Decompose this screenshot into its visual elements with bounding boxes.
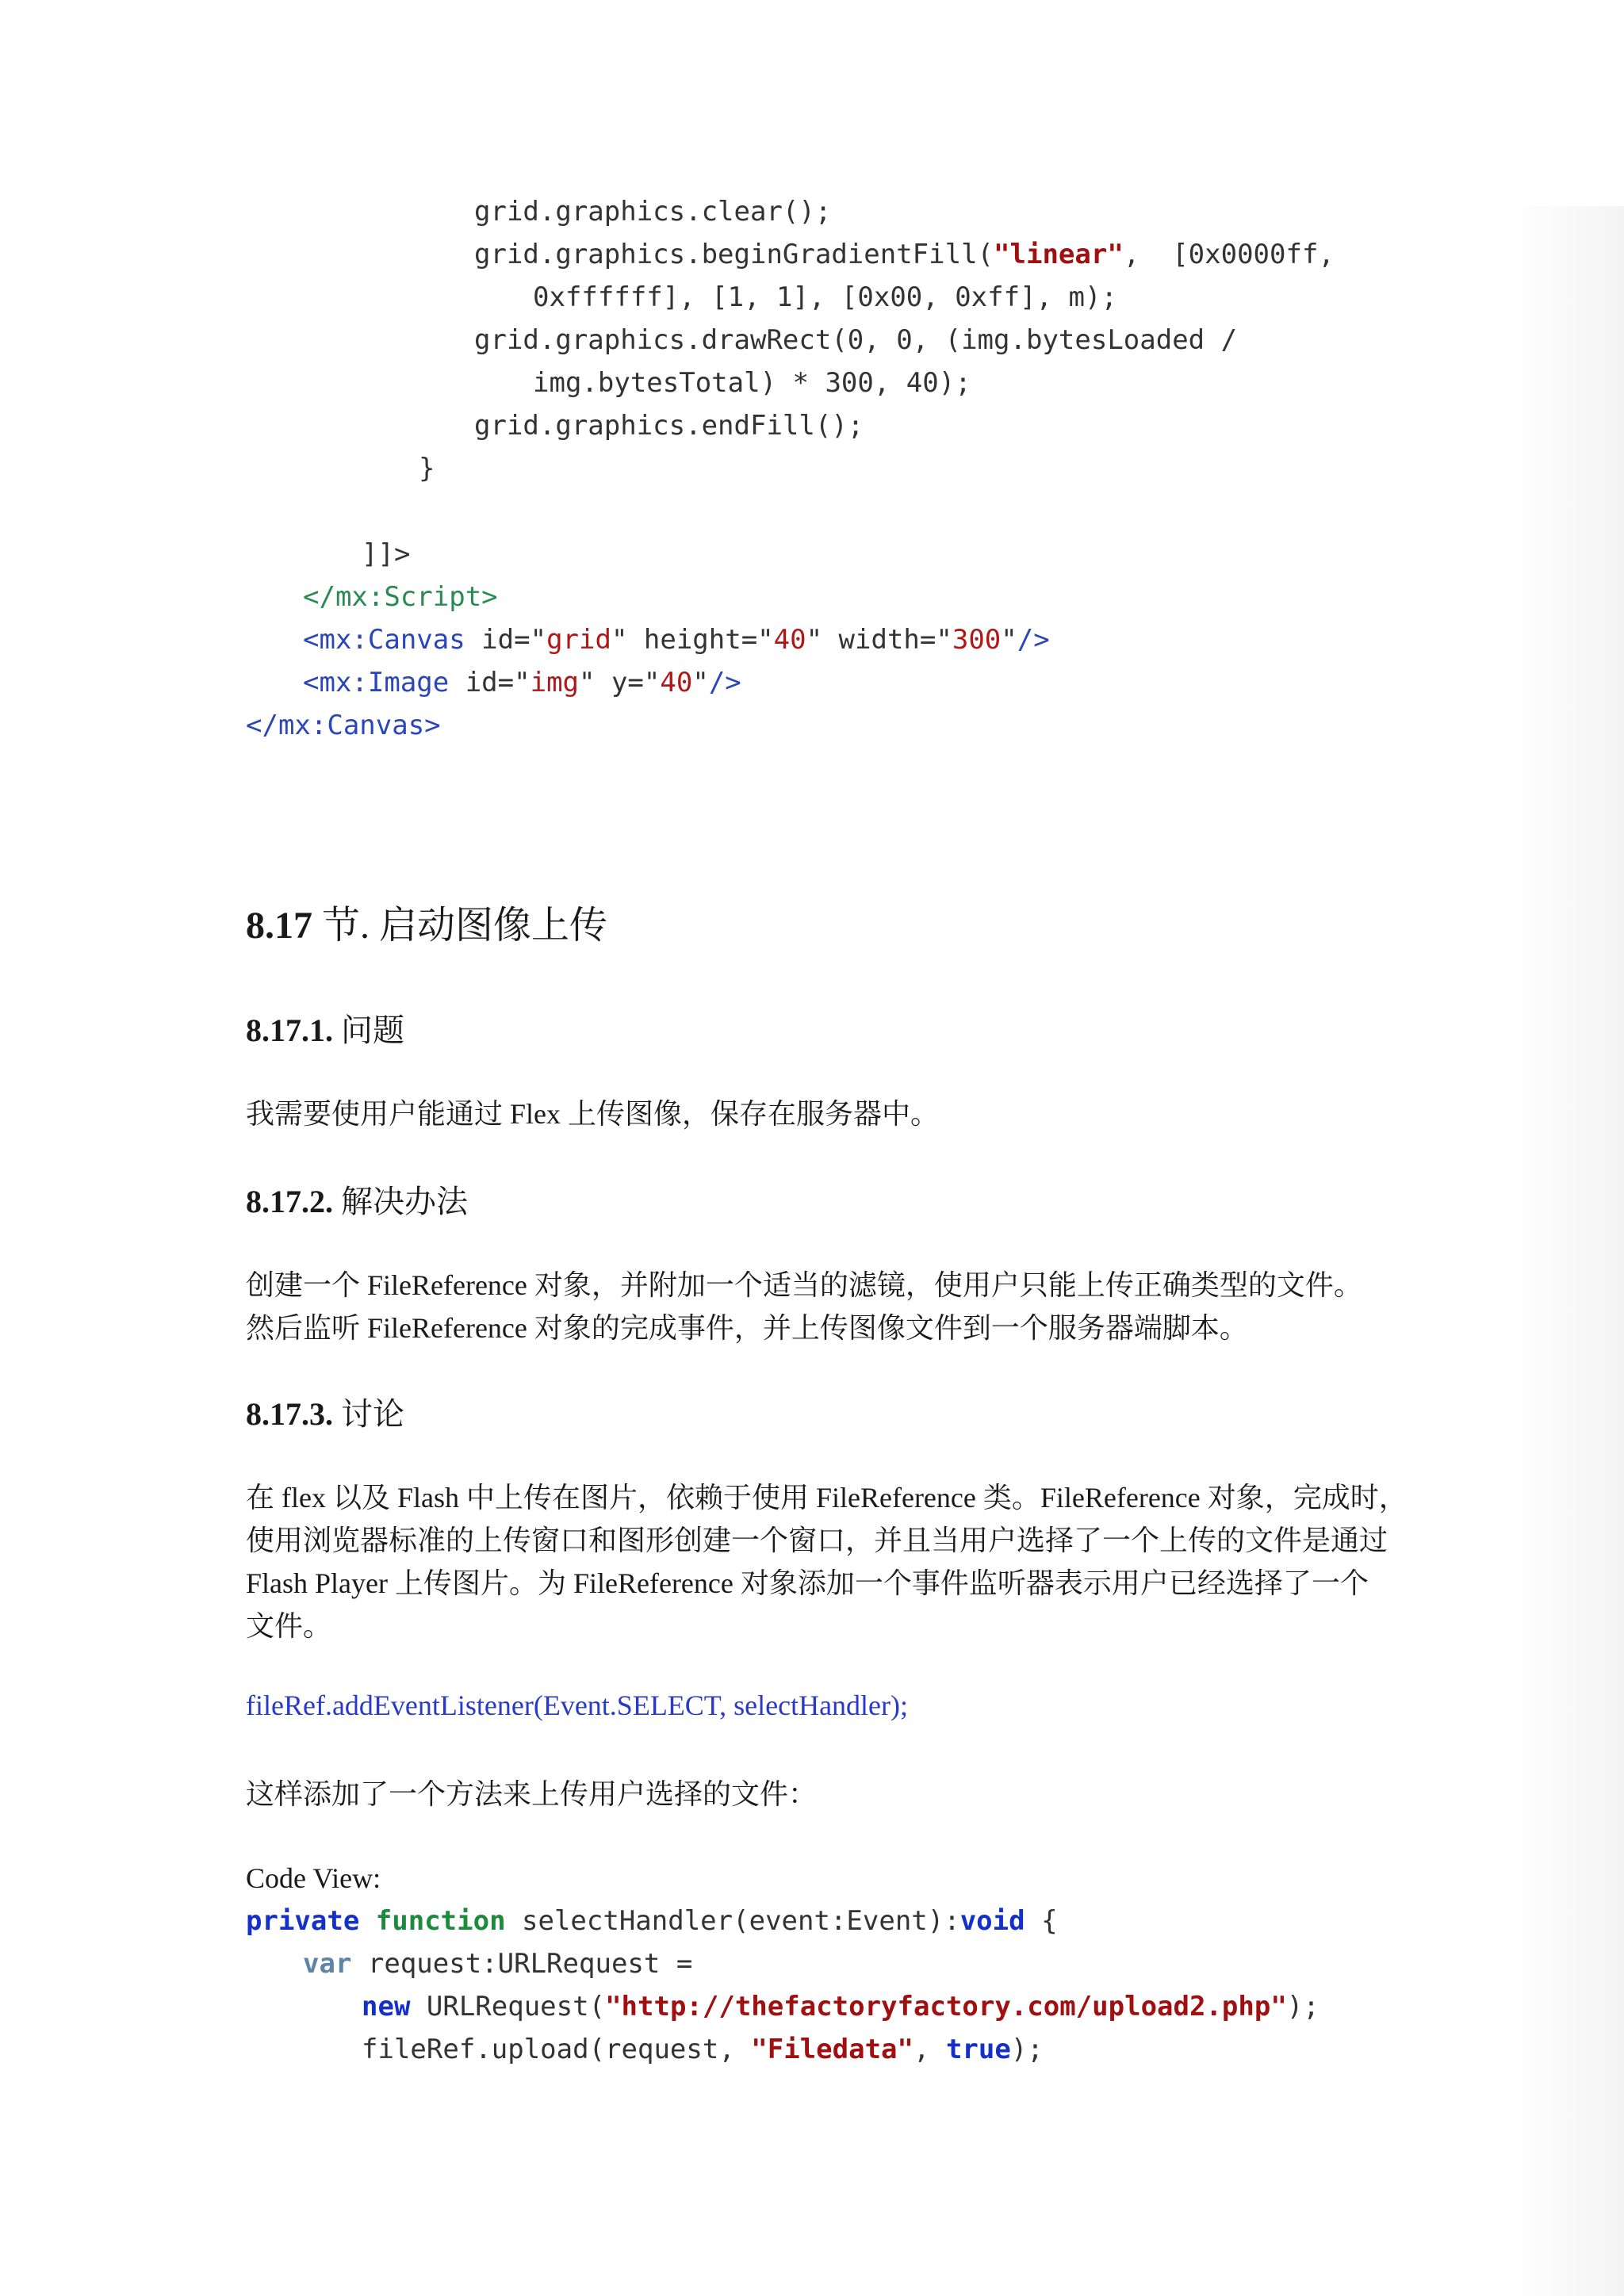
code-line (474, 319, 1237, 362)
problem-title: 问题 (333, 1012, 404, 1048)
code-token: 40 (773, 624, 806, 656)
code-token: request:URLRequest = (351, 1948, 693, 1980)
solution-heading (246, 1177, 468, 1222)
code-token: ); (1010, 2034, 1044, 2065)
code-token: , [0x0000ff, (1123, 239, 1335, 270)
code-line (474, 404, 864, 447)
solution-number: 8.17.2. (246, 1184, 333, 1219)
code-token: img.bytesTotal) * 300, 40); (533, 367, 971, 399)
code-token: var (303, 1948, 352, 1980)
code-line (303, 576, 498, 618)
code-token: "linear" (994, 239, 1124, 270)
code-token: grid.graphics.endFill(); (474, 410, 864, 442)
code-token: ); (1286, 1991, 1320, 2022)
code-line (533, 276, 1117, 319)
code-line (419, 447, 435, 490)
code-view-label: Code View: (246, 1862, 381, 1894)
section-number: 8.17 (246, 905, 312, 947)
code-token: id=" (465, 624, 547, 656)
code-token: 40 (660, 667, 693, 698)
code-line (303, 618, 1050, 661)
solution-title: 解决办法 (333, 1184, 468, 1219)
code-line (362, 1985, 1320, 2028)
code-token: </mx:Script> (303, 581, 498, 613)
code-token: " (692, 667, 709, 698)
code-token: URLRequest( (410, 1991, 606, 2022)
code-token: { (1025, 1905, 1058, 1937)
code-token: fileRef.upload(request, (362, 2034, 752, 2065)
discussion-text-line-2: 使用浏览器标准的上传窗口和图形创建一个窗口，并且当用户选择了一个上传的文件是通过 (246, 1525, 1388, 1556)
code-token: true (945, 2034, 1011, 2065)
code-token (359, 1905, 375, 1937)
code-token: " y=" (579, 667, 661, 698)
code-token: new (362, 1991, 411, 2022)
listener-code-snippet: fileRef.addEventListener(Event.SELECT, selectHandler); (246, 1689, 909, 1721)
problem-text: 我需要使用户能通过 Flex 上传图像，保存在服务器中。 (246, 1098, 940, 1130)
discussion-heading (246, 1389, 404, 1434)
section-title (246, 894, 607, 949)
code-line (474, 233, 1335, 276)
code-token: 0xffffff], [1, 1], [0x00, 0xff], m); (533, 281, 1117, 313)
code-token: } (419, 453, 435, 484)
code-token: "http://thefactoryfactory.com/upload2.php" (605, 1991, 1287, 2022)
code-line (362, 2028, 1044, 2071)
code-token: /> (708, 667, 741, 698)
solution-text-line-1: 创建一个 FileReference 对象，并附加一个适当的滤镜，使用户只能上传正确类型的文件。 (246, 1269, 1362, 1301)
code-token: grid.graphics.beginGradientFill( (474, 239, 994, 270)
code-token: <mx:Image (303, 667, 450, 698)
code-token: function (375, 1905, 506, 1937)
code-token: img (530, 667, 580, 698)
code-token: grid.graphics.drawRect(0, 0, (img.bytesLoaded / (474, 324, 1238, 356)
code-token: <mx:Canvas (303, 624, 465, 656)
code-token: grid.graphics.clear(); (474, 196, 832, 228)
code-line (246, 1900, 1058, 1942)
solution-text-line-2: 然后监听 FileReference 对象的完成事件，并上传图像文件到一个服务器端脚本。 (246, 1312, 1248, 1344)
problem-heading (246, 1005, 404, 1050)
code-token: selectHandler(event:Event): (505, 1905, 960, 1937)
code-token: 300 (952, 624, 1002, 656)
code-token: , (913, 2034, 946, 2065)
code-token: void (959, 1905, 1025, 1937)
discussion-text-line-3: Flash Player 上传图片。为 FileReference 对象添加一个事件监听器表示用户已经选择了一个 (246, 1567, 1369, 1599)
discussion-title: 讨论 (333, 1396, 404, 1432)
code-line (303, 661, 741, 704)
page-edge-shadow (1507, 206, 1624, 2296)
code-token: id=" (449, 667, 530, 698)
code-token: </mx:Canvas> (246, 710, 441, 741)
code-token: grid (546, 624, 611, 656)
discussion-text-line-4: 文件。 (246, 1610, 332, 1642)
code-line (474, 190, 831, 233)
code-token: /> (1017, 624, 1050, 656)
discussion-number: 8.17.3. (246, 1396, 333, 1432)
code-token: ]]> (362, 538, 411, 570)
problem-number: 8.17.1. (246, 1012, 333, 1048)
code-line (246, 704, 441, 747)
discussion-text-line-1: 在 flex 以及 Flash 中上传在图片，依赖于使用 FileReference 类。FileReference 对象，完成时， (246, 1482, 1408, 1513)
code-line (362, 533, 410, 576)
section-title-text: 节. 启动图像上传 (312, 905, 608, 947)
code-line (303, 1942, 692, 1985)
code-token: private (246, 1905, 360, 1937)
code-line (533, 362, 971, 404)
method-text: 这样添加了一个方法来上传用户选择的文件： (246, 1778, 818, 1810)
code-token: " width=" (806, 624, 952, 656)
code-token: "Filedata" (751, 2034, 914, 2065)
code-token: " (1001, 624, 1017, 656)
code-token: " height=" (611, 624, 774, 656)
